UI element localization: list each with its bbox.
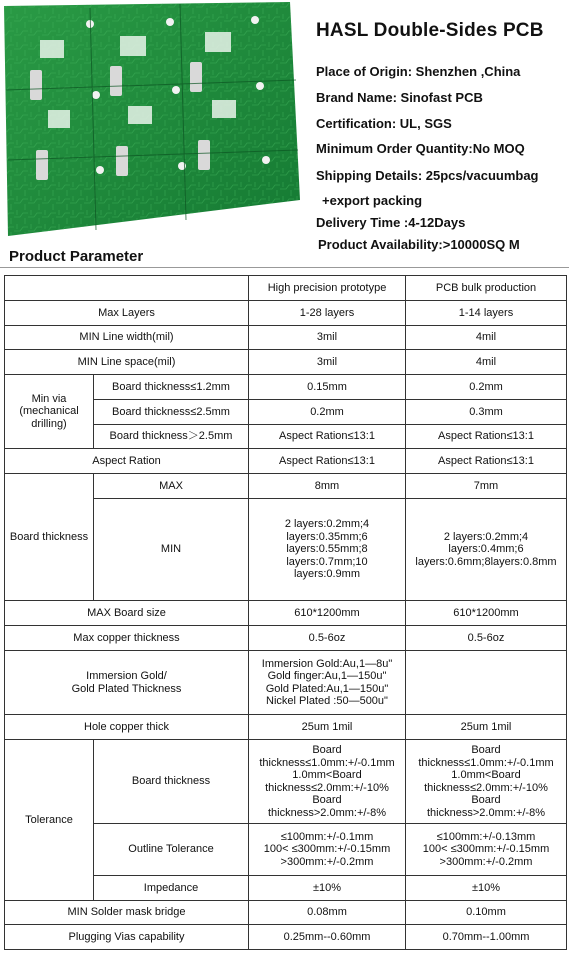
cell-line: layers:0.55mm;8 — [286, 543, 368, 556]
section-title: Product Parameter — [9, 248, 144, 265]
table-row — [5, 925, 567, 950]
table-row — [5, 651, 567, 715]
row-label: MAX Board size — [5, 601, 249, 626]
pcb-board-image — [0, 0, 302, 238]
detail-delivery: Delivery Time :4-12Days — [316, 215, 466, 230]
table-row — [5, 326, 567, 350]
cell-line: >300mm:+/-0.2mm — [439, 855, 533, 868]
cell-bulk: 0.5-6oz — [406, 626, 567, 651]
product-title: HASL Double-Sides PCB — [316, 20, 544, 41]
detail-moq: Minimum Order Quantity:No MOQ — [316, 141, 525, 156]
cell-bulk: 0.70mm--1.00mm — [406, 925, 567, 950]
cell-line: 1.0mm<Board — [292, 769, 362, 781]
row-label: Max copper thickness — [5, 626, 249, 651]
header-bulk: PCB bulk production — [406, 276, 567, 301]
sub-label: MAX — [94, 474, 249, 499]
cell-bulk — [406, 824, 567, 876]
row-label: MIN Solder mask bridge — [5, 901, 249, 925]
cell-bulk: 610*1200mm — [406, 601, 567, 626]
cell-bulk: 7mm — [406, 474, 567, 499]
cell-line: thickness≤1.0mm:+/-0.1mm — [259, 756, 395, 769]
board-thickness-label: Board thickness — [5, 474, 94, 601]
cell-proto: 0.08mm — [249, 901, 406, 925]
row-label: Plugging Vias capability — [5, 925, 249, 950]
cell-proto: 0.5-6oz — [249, 626, 406, 651]
table-row — [5, 626, 567, 651]
header-proto: High precision prototype — [249, 276, 406, 301]
cell-line: 2 layers:0.2mm;4 — [284, 518, 370, 531]
sub-label: Board thickness≤2.5mm — [94, 400, 249, 425]
tolerance-label: Tolerance — [5, 740, 94, 901]
cell-proto: 1-28 layers — [249, 301, 406, 326]
cell-proto: Aspect Ration≤13:1 — [249, 449, 406, 474]
row-label: Max Layers — [5, 301, 249, 326]
cell-bulk: 4mil — [406, 326, 567, 350]
table-row — [5, 601, 567, 626]
cell-line: >300mm:+/-0.2mm — [280, 855, 374, 868]
cell-bulk: 0.2mm — [406, 375, 567, 400]
table-row — [5, 740, 567, 824]
cell-line: ≤100mm:+/-0.13mm — [436, 830, 536, 843]
sub-label: Impedance — [94, 876, 249, 901]
cell-line: thickness>2.0mm:+/-8% — [427, 806, 545, 819]
cell-bulk: 4mil — [406, 350, 567, 375]
table-row — [5, 375, 567, 400]
cell-proto: 3mil — [249, 350, 406, 375]
cell-line: Gold finger:Au,1—150u" — [267, 670, 387, 682]
cell-bulk: Aspect Ration≤13:1 — [406, 425, 567, 449]
table-row — [5, 474, 567, 499]
cell-line: Board — [312, 744, 342, 756]
cell-line: Board — [312, 794, 342, 806]
section-divider — [0, 267, 569, 268]
detail-shipping: Shipping Details: 25pcs/vacuumbag — [316, 168, 539, 183]
table-row — [5, 449, 567, 474]
cell-bulk: ±10% — [406, 876, 567, 901]
cell-line: layers:0.9mm — [293, 568, 361, 581]
cell-proto: 0.2mm — [249, 400, 406, 425]
cell-bulk: Aspect Ration≤13:1 — [406, 449, 567, 474]
cell-line: thickness≤1.0mm:+/-0.1mm — [418, 756, 554, 769]
cell-line: Gold Plated:Au,1—150u" — [265, 682, 389, 695]
cell-proto — [249, 824, 406, 876]
row-label: MIN Line space(mil) — [5, 350, 249, 375]
cell-line: 2 layers:0.2mm;4 — [443, 530, 529, 543]
cell-bulk: 0.3mm — [406, 400, 567, 425]
sub-label: MIN — [94, 499, 249, 601]
cell-line: 1.0mm<Board — [451, 769, 521, 781]
cell-line: 100< ≤300mm:+/-0.15mm — [263, 843, 391, 856]
cell-bulk: 1-14 layers — [406, 301, 567, 326]
cell-proto: 0.25mm--0.60mm — [249, 925, 406, 950]
cell-bulk — [406, 651, 567, 715]
cell-line: thickness≤2.0mm:+/-10% — [265, 781, 389, 794]
cell-line: layers:0.35mm;6 — [286, 530, 368, 543]
product-info — [308, 0, 569, 258]
cell-proto: 0.15mm — [249, 375, 406, 400]
cell-line: thickness>2.0mm:+/-8% — [268, 806, 386, 819]
cell-proto: 610*1200mm — [249, 601, 406, 626]
table-row — [5, 901, 567, 925]
cell-bulk: 0.10mm — [406, 901, 567, 925]
cell-proto: Aspect Ration≤13:1 — [249, 425, 406, 449]
header-row — [5, 276, 567, 301]
table-row — [5, 301, 567, 326]
cell-line: Immersion Gold/ — [86, 670, 167, 682]
cell-bulk — [406, 740, 567, 824]
cell-line: Gold Plated Thickness — [71, 682, 182, 695]
cell-line: Nickel Plated :50—500u" — [266, 695, 388, 707]
cell-bulk: 25um 1mil — [406, 715, 567, 740]
cell-proto: ±10% — [249, 876, 406, 901]
detail-origin: Place of Origin: Shenzhen ,China — [316, 64, 521, 79]
cell-proto: 25um 1mil — [249, 715, 406, 740]
cell-proto: 8mm — [249, 474, 406, 499]
row-label: Aspect Ration — [5, 449, 249, 474]
cell-proto — [249, 499, 406, 601]
sub-label: Outline Tolerance — [94, 824, 249, 876]
cell-line: layers:0.6mm;8layers:0.8mm — [415, 555, 557, 568]
cell-proto — [249, 740, 406, 824]
header-blank — [5, 276, 249, 301]
table-row — [5, 715, 567, 740]
detail-brand: Brand Name: Sinofast PCB — [316, 90, 483, 105]
cell-line: thickness≤2.0mm:+/-10% — [424, 781, 548, 794]
cell-line: Immersion Gold:Au,1—8u" — [261, 657, 393, 670]
table-row — [5, 350, 567, 375]
sub-label: Board thickness — [94, 740, 249, 824]
cell-line: layers:0.4mm;6 — [448, 543, 524, 556]
sub-label: Board thickness＞2.5mm — [94, 425, 249, 449]
detail-availability: Product Availability:>10000SQ M — [318, 237, 520, 252]
row-label — [5, 651, 249, 715]
detail-certification: Certification: UL, SGS — [316, 116, 452, 131]
cell-line: ≤100mm:+/-0.1mm — [280, 830, 374, 843]
detail-packing: +export packing — [322, 193, 423, 208]
cell-line: layers:0.7mm;10 — [286, 555, 368, 568]
cell-line: 100< ≤300mm:+/-0.15mm — [422, 843, 550, 856]
cell-line: Board — [471, 744, 501, 756]
parameter-table — [4, 275, 567, 950]
cell-proto: 3mil — [249, 326, 406, 350]
cell-proto — [249, 651, 406, 715]
min-via-label: Min via (mechanical drilling) — [5, 375, 94, 449]
cell-line: Board — [471, 794, 501, 806]
row-label: Hole copper thick — [5, 715, 249, 740]
cell-bulk — [406, 499, 567, 601]
sub-label: Board thickness≤1.2mm — [94, 375, 249, 400]
row-label: MIN Line width(mil) — [5, 326, 249, 350]
